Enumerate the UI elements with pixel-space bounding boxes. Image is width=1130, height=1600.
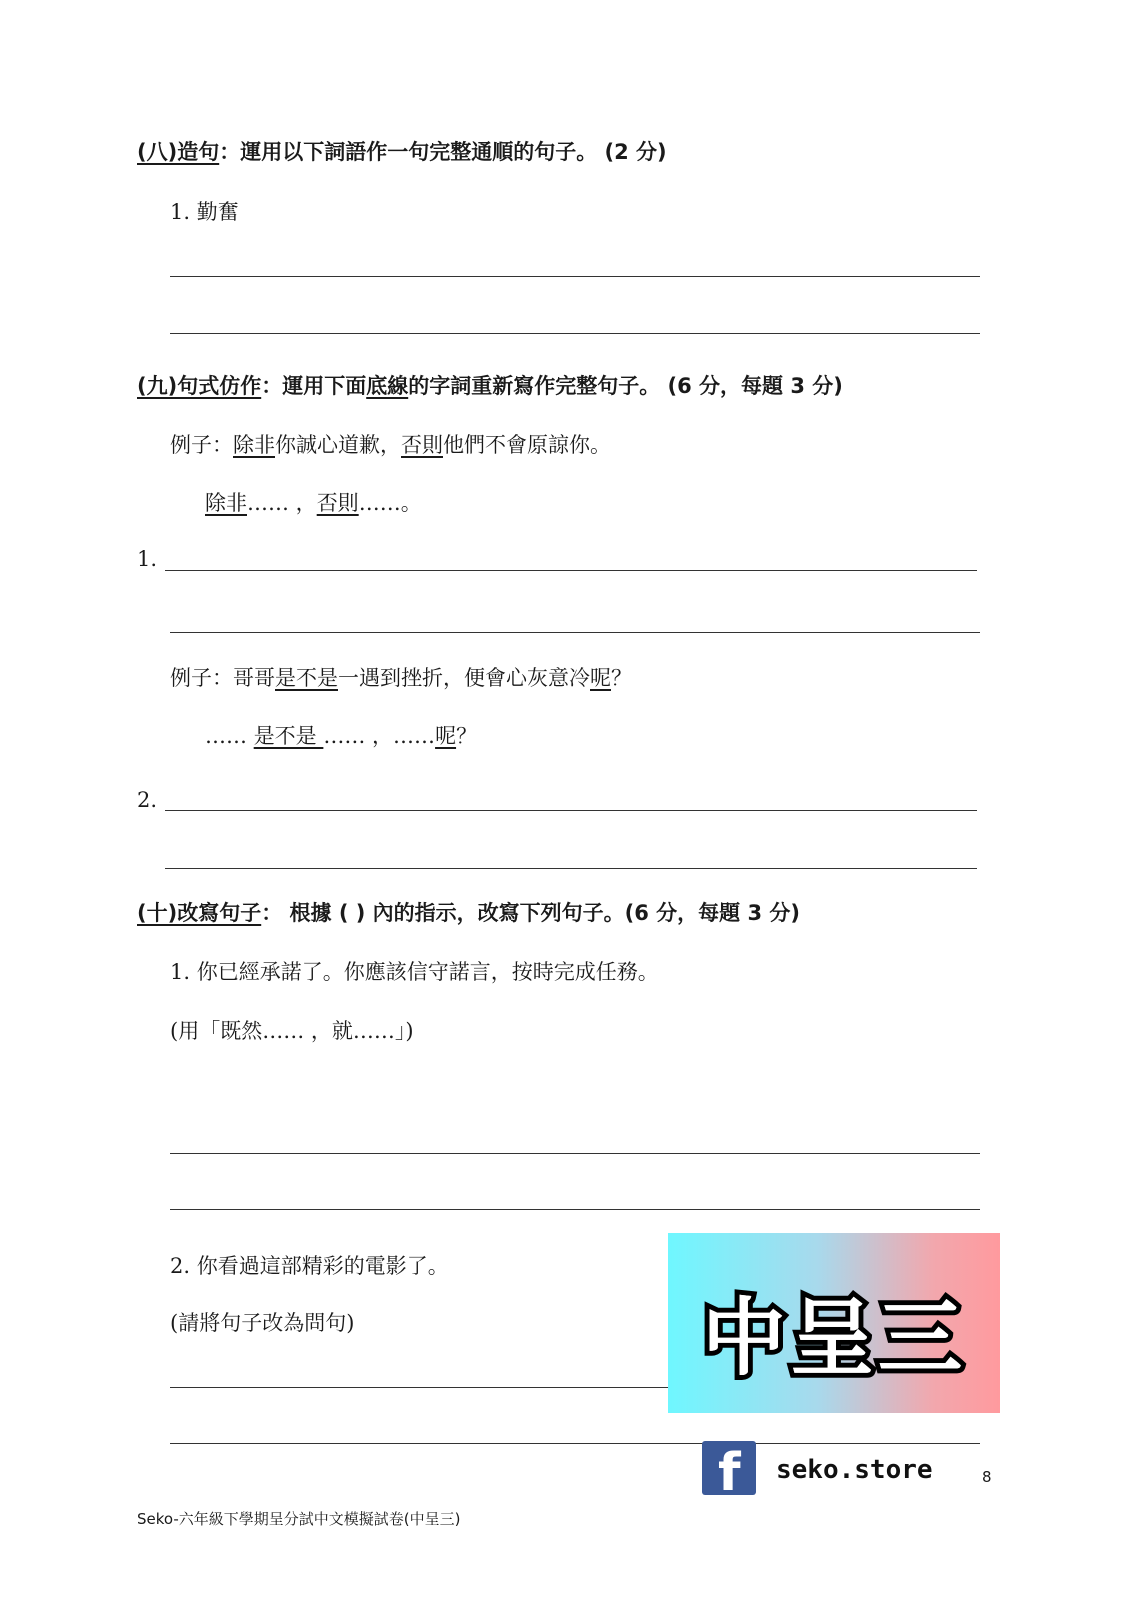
answer-line[interactable]: [170, 276, 980, 277]
answer-line[interactable]: [170, 632, 980, 633]
section-8-item-1: 1. 勤奮: [170, 200, 239, 224]
example-2: 例子：哥哥是不是一遇到挫折，便會心灰意冷呢？: [170, 666, 632, 690]
brand-logo: [668, 1233, 1000, 1413]
answer-line[interactable]: [170, 1443, 980, 1444]
example-2-pattern: …… 是不是 …… ，……呢？: [205, 724, 478, 748]
answer-line[interactable]: [170, 1209, 980, 1210]
store-link[interactable]: seko.store: [776, 1455, 933, 1485]
section-10-question-2: 2. 你看過這部精彩的電影了。: [170, 1254, 449, 1278]
page-number: 8: [982, 1468, 992, 1486]
section-8-instruction: ：運用以下詞語作一句完整通順的句子。 (2 分): [219, 140, 667, 164]
section-10-question-1: 1. 你已經承諾了。你應該信守諾言，按時完成任務。: [170, 960, 659, 984]
answer-line[interactable]: [165, 570, 977, 571]
facebook-icon[interactable]: f: [702, 1441, 756, 1495]
section-10-instruction: ： 根據 ( ) 內的指示，改寫下列句子。(6 分，每題 3 分): [261, 901, 800, 925]
brand-logo-text: 中呈三: [701, 1289, 966, 1387]
section-10-heading: [137, 897, 800, 927]
example-1: 例子：除非你誠心道歉，否則他們不會原諒你。: [170, 433, 611, 457]
example-1-pattern: 除非…… ，否則……。: [205, 491, 422, 515]
section-9-label: (九)句式仿作: [137, 374, 262, 398]
answer-line[interactable]: [165, 868, 977, 869]
section-10-question-2-hint: (請將句子改為問句): [170, 1311, 355, 1335]
footer-title: Seko-六年級下學期呈分試中文模擬試卷(中呈三): [137, 1510, 461, 1528]
section-9-heading: (九)句式仿作：運用下面底線的字詞重新寫作完整句子。 (6 分，每題 3 分): [137, 374, 843, 398]
section-10-question-1-hint: (用「既然…… ，就……」): [170, 1019, 414, 1043]
answer-line[interactable]: [165, 810, 977, 811]
question-number: 1.: [137, 547, 158, 571]
section-8-heading: [137, 136, 667, 166]
answer-line[interactable]: [170, 333, 980, 334]
section-10-label: (十)改寫句子: [137, 901, 262, 925]
question-number: 2.: [137, 788, 158, 812]
answer-line[interactable]: [170, 1153, 980, 1154]
section-8-label: (八)造句: [137, 140, 220, 164]
